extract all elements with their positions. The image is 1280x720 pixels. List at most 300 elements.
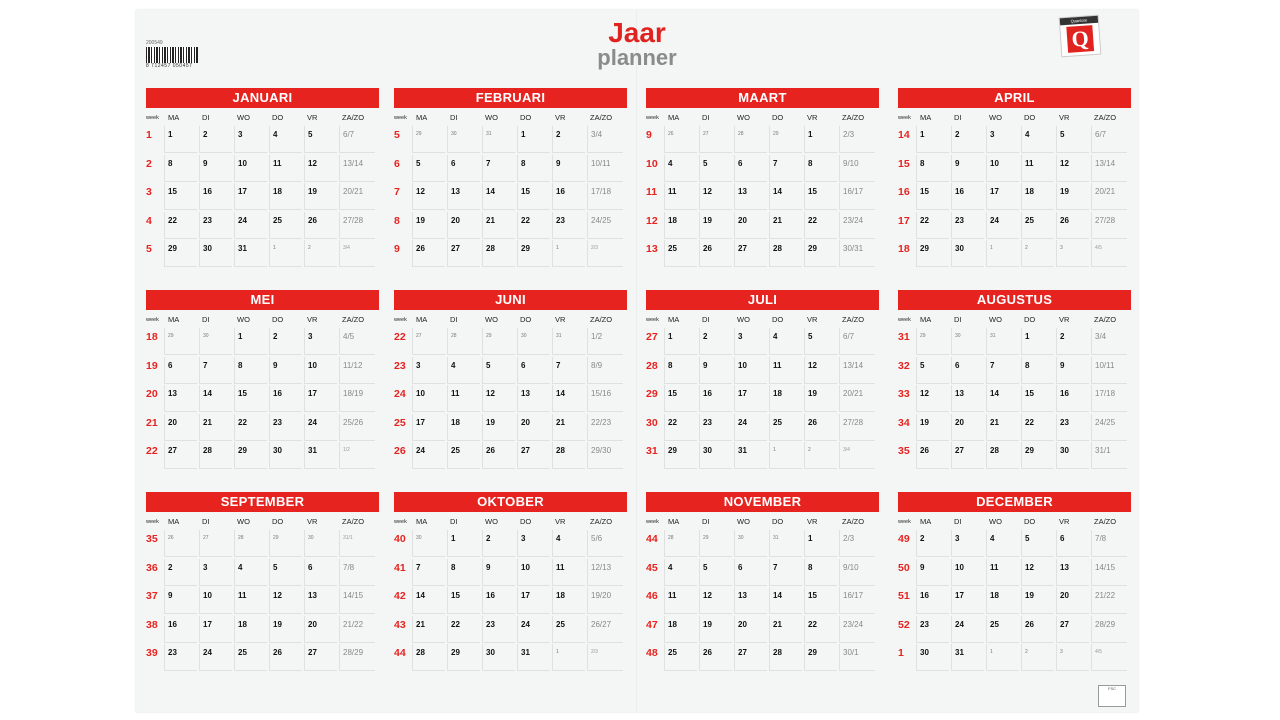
weekend-cell[interactable]	[587, 530, 623, 557]
day-cell[interactable]	[304, 559, 337, 586]
day-cell[interactable]	[304, 357, 337, 384]
day-cell[interactable]	[699, 385, 732, 412]
day-cell[interactable]	[769, 328, 802, 355]
day-cell[interactable]	[986, 328, 1019, 355]
day-cell[interactable]	[517, 414, 550, 441]
day-cell[interactable]	[269, 559, 302, 586]
day-cell[interactable]	[1056, 644, 1089, 671]
day-cell[interactable]	[552, 126, 585, 153]
day-cell[interactable]	[447, 155, 480, 182]
day-cell[interactable]	[234, 357, 267, 384]
day-cell[interactable]	[699, 442, 732, 469]
day-cell[interactable]	[447, 357, 480, 384]
day-cell[interactable]	[804, 212, 837, 239]
day-cell[interactable]	[1021, 328, 1054, 355]
weekend-cell[interactable]	[587, 587, 623, 614]
day-cell[interactable]	[234, 442, 267, 469]
day-cell[interactable]	[699, 328, 732, 355]
weekend-cell[interactable]	[1091, 126, 1127, 153]
weekend-cell[interactable]	[339, 442, 375, 469]
day-cell[interactable]	[269, 155, 302, 182]
day-cell[interactable]	[199, 530, 232, 557]
day-cell[interactable]	[986, 414, 1019, 441]
day-cell[interactable]	[1056, 155, 1089, 182]
weekend-cell[interactable]	[839, 587, 875, 614]
day-cell[interactable]	[412, 442, 445, 469]
day-cell[interactable]	[951, 155, 984, 182]
weekend-cell[interactable]	[839, 530, 875, 557]
day-cell[interactable]	[986, 442, 1019, 469]
day-cell[interactable]	[412, 385, 445, 412]
day-cell[interactable]	[412, 357, 445, 384]
day-cell[interactable]	[412, 559, 445, 586]
weekend-cell[interactable]	[1091, 644, 1127, 671]
weekend-cell[interactable]	[587, 616, 623, 643]
day-cell[interactable]	[269, 644, 302, 671]
day-cell[interactable]	[769, 126, 802, 153]
day-cell[interactable]	[412, 212, 445, 239]
day-cell[interactable]	[1056, 616, 1089, 643]
day-cell[interactable]	[199, 357, 232, 384]
day-cell[interactable]	[482, 414, 515, 441]
day-cell[interactable]	[734, 328, 767, 355]
weekend-cell[interactable]	[339, 587, 375, 614]
day-cell[interactable]	[699, 587, 732, 614]
day-cell[interactable]	[164, 357, 197, 384]
day-cell[interactable]	[164, 616, 197, 643]
day-cell[interactable]	[304, 240, 337, 267]
day-cell[interactable]	[199, 183, 232, 210]
day-cell[interactable]	[664, 126, 697, 153]
day-cell[interactable]	[804, 616, 837, 643]
day-cell[interactable]	[986, 240, 1019, 267]
day-cell[interactable]	[234, 644, 267, 671]
weekend-cell[interactable]	[1091, 559, 1127, 586]
day-cell[interactable]	[234, 328, 267, 355]
day-cell[interactable]	[1021, 240, 1054, 267]
day-cell[interactable]	[304, 414, 337, 441]
day-cell[interactable]	[199, 328, 232, 355]
day-cell[interactable]	[916, 357, 949, 384]
day-cell[interactable]	[916, 530, 949, 557]
day-cell[interactable]	[304, 442, 337, 469]
day-cell[interactable]	[1056, 126, 1089, 153]
day-cell[interactable]	[664, 442, 697, 469]
weekend-cell[interactable]	[587, 414, 623, 441]
day-cell[interactable]	[234, 155, 267, 182]
weekend-cell[interactable]	[339, 212, 375, 239]
weekend-cell[interactable]	[839, 328, 875, 355]
day-cell[interactable]	[804, 385, 837, 412]
day-cell[interactable]	[269, 357, 302, 384]
day-cell[interactable]	[986, 126, 1019, 153]
day-cell[interactable]	[1056, 212, 1089, 239]
day-cell[interactable]	[916, 212, 949, 239]
weekend-cell[interactable]	[1091, 212, 1127, 239]
weekend-cell[interactable]	[587, 559, 623, 586]
day-cell[interactable]	[517, 530, 550, 557]
day-cell[interactable]	[304, 644, 337, 671]
day-cell[interactable]	[951, 212, 984, 239]
day-cell[interactable]	[769, 530, 802, 557]
day-cell[interactable]	[269, 212, 302, 239]
day-cell[interactable]	[234, 530, 267, 557]
day-cell[interactable]	[769, 183, 802, 210]
day-cell[interactable]	[664, 616, 697, 643]
day-cell[interactable]	[986, 385, 1019, 412]
day-cell[interactable]	[304, 212, 337, 239]
day-cell[interactable]	[664, 385, 697, 412]
day-cell[interactable]	[1056, 240, 1089, 267]
day-cell[interactable]	[199, 616, 232, 643]
weekend-cell[interactable]	[339, 616, 375, 643]
day-cell[interactable]	[269, 442, 302, 469]
day-cell[interactable]	[769, 155, 802, 182]
day-cell[interactable]	[769, 385, 802, 412]
day-cell[interactable]	[269, 587, 302, 614]
day-cell[interactable]	[699, 240, 732, 267]
weekend-cell[interactable]	[839, 385, 875, 412]
day-cell[interactable]	[804, 530, 837, 557]
day-cell[interactable]	[699, 616, 732, 643]
day-cell[interactable]	[664, 414, 697, 441]
weekend-cell[interactable]	[339, 155, 375, 182]
day-cell[interactable]	[951, 616, 984, 643]
day-cell[interactable]	[804, 587, 837, 614]
day-cell[interactable]	[734, 414, 767, 441]
weekend-cell[interactable]	[839, 240, 875, 267]
day-cell[interactable]	[412, 183, 445, 210]
weekend-cell[interactable]	[339, 357, 375, 384]
day-cell[interactable]	[804, 155, 837, 182]
day-cell[interactable]	[517, 328, 550, 355]
day-cell[interactable]	[734, 126, 767, 153]
weekend-cell[interactable]	[1091, 385, 1127, 412]
weekend-cell[interactable]	[587, 212, 623, 239]
day-cell[interactable]	[769, 357, 802, 384]
day-cell[interactable]	[951, 442, 984, 469]
day-cell[interactable]	[199, 414, 232, 441]
day-cell[interactable]	[447, 442, 480, 469]
day-cell[interactable]	[734, 155, 767, 182]
day-cell[interactable]	[734, 442, 767, 469]
day-cell[interactable]	[164, 126, 197, 153]
weekend-cell[interactable]	[339, 183, 375, 210]
day-cell[interactable]	[199, 155, 232, 182]
day-cell[interactable]	[447, 587, 480, 614]
day-cell[interactable]	[304, 183, 337, 210]
day-cell[interactable]	[1021, 212, 1054, 239]
day-cell[interactable]	[986, 183, 1019, 210]
day-cell[interactable]	[804, 414, 837, 441]
weekend-cell[interactable]	[339, 559, 375, 586]
day-cell[interactable]	[986, 559, 1019, 586]
weekend-cell[interactable]	[1091, 328, 1127, 355]
weekend-cell[interactable]	[587, 385, 623, 412]
day-cell[interactable]	[482, 587, 515, 614]
day-cell[interactable]	[517, 587, 550, 614]
day-cell[interactable]	[699, 644, 732, 671]
day-cell[interactable]	[447, 644, 480, 671]
day-cell[interactable]	[951, 183, 984, 210]
day-cell[interactable]	[517, 385, 550, 412]
day-cell[interactable]	[916, 385, 949, 412]
day-cell[interactable]	[412, 414, 445, 441]
day-cell[interactable]	[804, 126, 837, 153]
weekend-cell[interactable]	[587, 644, 623, 671]
day-cell[interactable]	[699, 155, 732, 182]
weekend-cell[interactable]	[587, 183, 623, 210]
day-cell[interactable]	[164, 212, 197, 239]
day-cell[interactable]	[552, 385, 585, 412]
day-cell[interactable]	[552, 155, 585, 182]
day-cell[interactable]	[482, 357, 515, 384]
day-cell[interactable]	[482, 155, 515, 182]
day-cell[interactable]	[769, 240, 802, 267]
day-cell[interactable]	[1056, 183, 1089, 210]
day-cell[interactable]	[517, 442, 550, 469]
day-cell[interactable]	[482, 559, 515, 586]
weekend-cell[interactable]	[1091, 414, 1127, 441]
day-cell[interactable]	[664, 587, 697, 614]
day-cell[interactable]	[199, 442, 232, 469]
day-cell[interactable]	[734, 616, 767, 643]
day-cell[interactable]	[699, 559, 732, 586]
day-cell[interactable]	[1056, 559, 1089, 586]
day-cell[interactable]	[552, 357, 585, 384]
day-cell[interactable]	[804, 644, 837, 671]
day-cell[interactable]	[1056, 385, 1089, 412]
day-cell[interactable]	[482, 644, 515, 671]
day-cell[interactable]	[199, 212, 232, 239]
day-cell[interactable]	[1021, 616, 1054, 643]
day-cell[interactable]	[804, 559, 837, 586]
day-cell[interactable]	[804, 328, 837, 355]
day-cell[interactable]	[916, 442, 949, 469]
day-cell[interactable]	[234, 414, 267, 441]
day-cell[interactable]	[664, 183, 697, 210]
weekend-cell[interactable]	[839, 183, 875, 210]
day-cell[interactable]	[1021, 126, 1054, 153]
day-cell[interactable]	[1021, 442, 1054, 469]
day-cell[interactable]	[916, 587, 949, 614]
day-cell[interactable]	[1056, 328, 1089, 355]
day-cell[interactable]	[1021, 357, 1054, 384]
weekend-cell[interactable]	[339, 240, 375, 267]
day-cell[interactable]	[164, 240, 197, 267]
day-cell[interactable]	[1056, 442, 1089, 469]
day-cell[interactable]	[769, 414, 802, 441]
day-cell[interactable]	[986, 616, 1019, 643]
day-cell[interactable]	[517, 644, 550, 671]
day-cell[interactable]	[951, 240, 984, 267]
day-cell[interactable]	[734, 357, 767, 384]
day-cell[interactable]	[552, 587, 585, 614]
day-cell[interactable]	[517, 212, 550, 239]
weekend-cell[interactable]	[1091, 183, 1127, 210]
day-cell[interactable]	[447, 126, 480, 153]
day-cell[interactable]	[164, 385, 197, 412]
day-cell[interactable]	[517, 126, 550, 153]
day-cell[interactable]	[234, 183, 267, 210]
day-cell[interactable]	[234, 385, 267, 412]
day-cell[interactable]	[664, 240, 697, 267]
day-cell[interactable]	[552, 414, 585, 441]
day-cell[interactable]	[164, 442, 197, 469]
day-cell[interactable]	[664, 357, 697, 384]
day-cell[interactable]	[447, 183, 480, 210]
day-cell[interactable]	[804, 442, 837, 469]
day-cell[interactable]	[552, 530, 585, 557]
day-cell[interactable]	[412, 240, 445, 267]
day-cell[interactable]	[517, 183, 550, 210]
day-cell[interactable]	[269, 414, 302, 441]
weekend-cell[interactable]	[839, 442, 875, 469]
weekend-cell[interactable]	[587, 240, 623, 267]
day-cell[interactable]	[769, 587, 802, 614]
day-cell[interactable]	[804, 240, 837, 267]
day-cell[interactable]	[164, 559, 197, 586]
day-cell[interactable]	[269, 328, 302, 355]
day-cell[interactable]	[517, 240, 550, 267]
day-cell[interactable]	[916, 155, 949, 182]
day-cell[interactable]	[482, 183, 515, 210]
day-cell[interactable]	[769, 644, 802, 671]
day-cell[interactable]	[412, 616, 445, 643]
day-cell[interactable]	[482, 385, 515, 412]
day-cell[interactable]	[699, 183, 732, 210]
day-cell[interactable]	[916, 126, 949, 153]
day-cell[interactable]	[1021, 183, 1054, 210]
day-cell[interactable]	[769, 442, 802, 469]
day-cell[interactable]	[482, 530, 515, 557]
day-cell[interactable]	[951, 328, 984, 355]
day-cell[interactable]	[234, 240, 267, 267]
day-cell[interactable]	[951, 414, 984, 441]
day-cell[interactable]	[664, 212, 697, 239]
day-cell[interactable]	[447, 328, 480, 355]
day-cell[interactable]	[199, 385, 232, 412]
day-cell[interactable]	[986, 644, 1019, 671]
day-cell[interactable]	[769, 212, 802, 239]
weekend-cell[interactable]	[587, 357, 623, 384]
day-cell[interactable]	[951, 587, 984, 614]
day-cell[interactable]	[412, 530, 445, 557]
weekend-cell[interactable]	[839, 644, 875, 671]
day-cell[interactable]	[199, 240, 232, 267]
day-cell[interactable]	[412, 155, 445, 182]
day-cell[interactable]	[552, 328, 585, 355]
day-cell[interactable]	[412, 126, 445, 153]
day-cell[interactable]	[734, 385, 767, 412]
day-cell[interactable]	[664, 530, 697, 557]
day-cell[interactable]	[916, 616, 949, 643]
day-cell[interactable]	[986, 587, 1019, 614]
day-cell[interactable]	[199, 126, 232, 153]
day-cell[interactable]	[916, 240, 949, 267]
day-cell[interactable]	[1021, 530, 1054, 557]
day-cell[interactable]	[517, 559, 550, 586]
day-cell[interactable]	[1021, 385, 1054, 412]
day-cell[interactable]	[552, 442, 585, 469]
day-cell[interactable]	[412, 328, 445, 355]
day-cell[interactable]	[769, 616, 802, 643]
day-cell[interactable]	[304, 385, 337, 412]
day-cell[interactable]	[804, 183, 837, 210]
day-cell[interactable]	[447, 240, 480, 267]
day-cell[interactable]	[951, 530, 984, 557]
day-cell[interactable]	[699, 126, 732, 153]
weekend-cell[interactable]	[839, 414, 875, 441]
day-cell[interactable]	[664, 559, 697, 586]
day-cell[interactable]	[699, 530, 732, 557]
weekend-cell[interactable]	[1091, 530, 1127, 557]
weekend-cell[interactable]	[339, 328, 375, 355]
day-cell[interactable]	[234, 587, 267, 614]
day-cell[interactable]	[699, 212, 732, 239]
weekend-cell[interactable]	[1091, 616, 1127, 643]
day-cell[interactable]	[164, 183, 197, 210]
day-cell[interactable]	[552, 240, 585, 267]
day-cell[interactable]	[234, 126, 267, 153]
day-cell[interactable]	[552, 616, 585, 643]
day-cell[interactable]	[1056, 530, 1089, 557]
day-cell[interactable]	[517, 357, 550, 384]
day-cell[interactable]	[552, 183, 585, 210]
weekend-cell[interactable]	[587, 328, 623, 355]
weekend-cell[interactable]	[339, 644, 375, 671]
day-cell[interactable]	[304, 616, 337, 643]
day-cell[interactable]	[199, 644, 232, 671]
weekend-cell[interactable]	[839, 616, 875, 643]
weekend-cell[interactable]	[587, 155, 623, 182]
day-cell[interactable]	[734, 183, 767, 210]
day-cell[interactable]	[1021, 587, 1054, 614]
day-cell[interactable]	[664, 644, 697, 671]
day-cell[interactable]	[482, 212, 515, 239]
day-cell[interactable]	[482, 442, 515, 469]
day-cell[interactable]	[234, 559, 267, 586]
day-cell[interactable]	[769, 559, 802, 586]
day-cell[interactable]	[164, 644, 197, 671]
weekend-cell[interactable]	[1091, 442, 1127, 469]
day-cell[interactable]	[269, 183, 302, 210]
day-cell[interactable]	[269, 126, 302, 153]
weekend-cell[interactable]	[839, 559, 875, 586]
day-cell[interactable]	[1021, 414, 1054, 441]
day-cell[interactable]	[1021, 559, 1054, 586]
day-cell[interactable]	[447, 414, 480, 441]
day-cell[interactable]	[482, 616, 515, 643]
day-cell[interactable]	[1021, 155, 1054, 182]
day-cell[interactable]	[1056, 414, 1089, 441]
weekend-cell[interactable]	[587, 442, 623, 469]
day-cell[interactable]	[164, 530, 197, 557]
day-cell[interactable]	[1056, 587, 1089, 614]
day-cell[interactable]	[164, 155, 197, 182]
weekend-cell[interactable]	[839, 126, 875, 153]
day-cell[interactable]	[734, 587, 767, 614]
day-cell[interactable]	[164, 328, 197, 355]
weekend-cell[interactable]	[839, 357, 875, 384]
day-cell[interactable]	[951, 126, 984, 153]
day-cell[interactable]	[269, 240, 302, 267]
day-cell[interactable]	[552, 212, 585, 239]
day-cell[interactable]	[517, 616, 550, 643]
day-cell[interactable]	[447, 530, 480, 557]
day-cell[interactable]	[304, 530, 337, 557]
day-cell[interactable]	[916, 644, 949, 671]
